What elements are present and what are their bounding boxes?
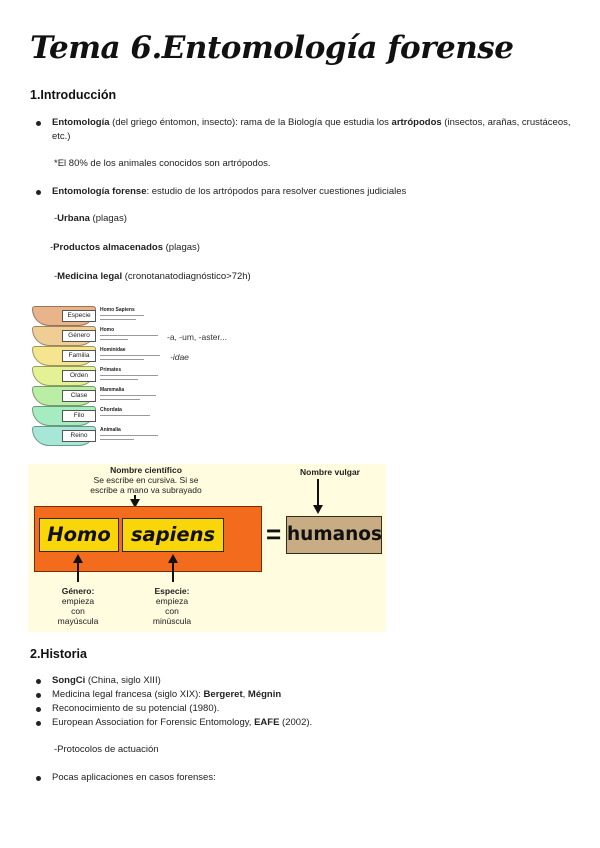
vulgar-name-label: Nombre vulgar [300,467,360,477]
label-line: con [71,606,85,616]
taxonomy-level-orden [28,366,258,384]
dash: - [54,271,58,282]
description-line [100,319,136,320]
definition-text: (del griego éntomon, insecto): rama de la Biología que estudia los [109,117,392,128]
subtype-title: Urbana [57,213,90,224]
bullet-dot [36,776,41,781]
taxonomy-funnel-figure [28,300,258,452]
term-artropodos: artrópodos [391,117,442,128]
protocol-note: -Protocolos de actuación [54,744,159,755]
description-line [100,375,158,376]
taxon-name: Hominidae [100,347,126,353]
subtype-urbana [54,213,127,224]
detail: (China, siglo XIII) [85,675,161,686]
description-line [100,355,160,356]
bullet-dot [36,121,41,126]
family-suffix-note: -idae [170,352,189,362]
name-bold: SongCi [52,675,86,686]
label-title: Especie: [154,586,190,596]
term-entomologia: Entomología [52,117,110,128]
bullet-dot [36,721,41,726]
label-line: empieza [61,596,95,606]
arrow-shaft [317,479,319,507]
description-line [100,435,158,436]
taxonomy-level-especie [28,306,258,324]
description-line [100,359,144,360]
detail: Medicina legal francesa (siglo XIX): [52,689,204,700]
label-line: con [165,606,179,616]
taxon-name: Primates [100,367,122,373]
description-line [100,315,144,316]
definition-text: : estudio de los artrópodos para resolver cuestiones judiciales [146,186,407,197]
detail: European Association for Forensic Entomology, [52,717,255,728]
history-item-reconocimiento [36,702,576,716]
description-line [100,335,158,336]
name-bold: Bergeret [203,689,243,700]
bullet-dot [36,190,41,195]
description-line [100,439,134,440]
bullet-dot [36,693,41,698]
taxon-name: Homo [100,327,115,333]
scientific-name-label [76,465,216,495]
page-title: Tema 6.Entomología forense [30,30,514,66]
arrow-shaft [77,562,79,582]
rank-label: Familia [62,350,96,362]
taxon-name: Chordata [100,407,122,413]
subtype-title: Medicina legal [57,271,123,282]
bullet-text [52,116,576,143]
history-item-songci [36,674,576,688]
dash: - [54,213,58,224]
bullet-dot [36,679,41,684]
rank-label: Reino [62,430,96,442]
label-title: Género: [61,586,95,596]
subtype-detail: (plagas) [89,213,127,224]
description-line [100,415,150,416]
separator: , [242,689,248,700]
rank-label: Género [62,330,96,342]
description-line [100,339,128,340]
description-line [100,395,156,396]
name-bold: Mégnin [247,689,282,700]
subtype-detail: (plagas) [162,242,200,253]
label-title: Nombre científico [110,465,182,475]
genus-explanation [46,586,110,626]
label-line: mayúscula [57,616,99,626]
bullet-text [52,716,576,730]
label-line: empieza [155,596,189,606]
subtype-detail: (cronotanatodiagnóstico>72h) [122,271,251,282]
taxonomy-level-reino [28,426,258,444]
note-80-percent: *El 80% de los animales conocidos son artrópodos. [54,158,271,169]
rank-label: Clase [62,390,96,402]
bullet-text [52,185,576,199]
bullet-text: Pocas aplicaciones en casos forenses: [52,772,216,783]
bullet-text [52,674,576,688]
section-heading-historia: 2.Historia [30,647,87,661]
bullet-text: Reconocimiento de su potencial (1980). [52,703,220,714]
taxonomy-level-filo [28,406,258,424]
genus-suffix-note: -a, -um, -aster... [167,332,227,342]
subtype-productos [50,242,200,253]
rank-label: Filo [62,410,96,422]
section-heading-intro: 1.Introducción [30,88,117,102]
label-line: escribe a mano va subrayado [90,485,202,495]
rank-label: Orden [62,370,96,382]
taxonomy-level-familia [28,346,258,364]
bullet-entomologia-forense [36,185,576,199]
taxon-name: Homo Sapiens [100,307,135,313]
history-item-pocas-aplicaciones [36,771,576,785]
taxon-name: Animalia [100,427,121,433]
bullet-entomologia [36,116,576,143]
detail: (2002). [279,717,313,728]
name-bold: EAFE [254,717,280,728]
scientific-name-diagram [28,464,386,632]
history-item-medicina-francesa [36,688,576,702]
arrow-head-down [313,505,323,514]
description-line [100,399,140,400]
term-entomologia-forense: Entomología forense [52,186,147,197]
subtype-medicina-legal [54,271,251,282]
label-line: minúscula [152,616,192,626]
description-line [100,379,138,380]
equals-sign: = [266,519,282,549]
common-name-box: humanos [286,516,382,554]
taxonomy-level-clase [28,386,258,404]
bullet-dot [36,707,41,712]
subtype-title: Productos almacenados [53,242,163,253]
arrow-shaft [172,562,174,582]
taxon-name: Mammalia [100,387,125,393]
history-item-eafe [36,716,576,730]
label-line: Se escribe en cursiva. Si se [93,475,199,485]
definition-examples: (insectos, arañas, crustáceos, etc.) [52,117,571,142]
bullet-text [52,688,576,702]
genus-word: Homo [39,518,119,552]
species-word: sapiens [122,518,224,552]
dash: - [50,242,54,253]
rank-label: Especie [62,310,96,322]
species-explanation [140,586,204,626]
